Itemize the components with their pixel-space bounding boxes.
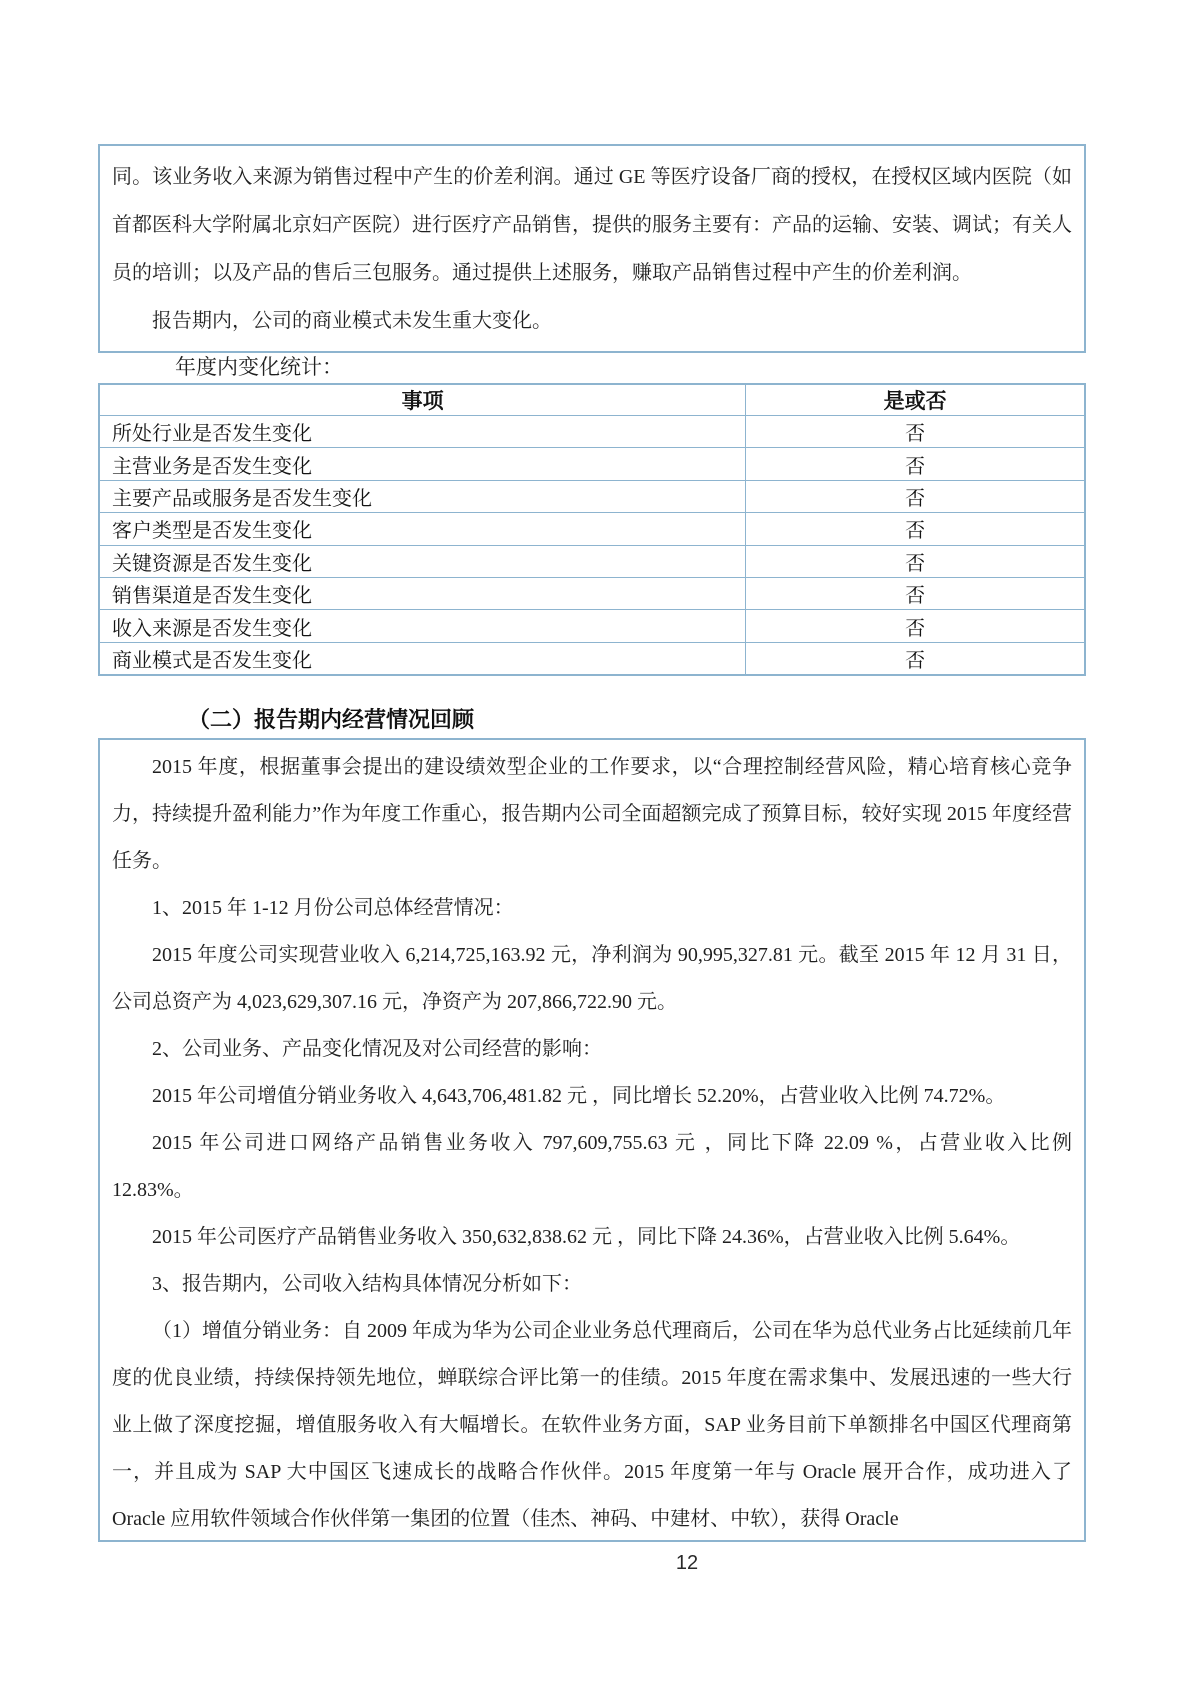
table-row — [99, 577, 1085, 609]
table-header-item: 事项 — [99, 384, 746, 416]
paragraph: 2015 年公司进口网络产品销售业务收入 797,609,755.63 元 ，同比下降 22.09 %，占营业收入比例 12.83%。 — [112, 1132, 1072, 1201]
table-cell-item: 销售渠道是否发生变化 — [99, 577, 746, 609]
paragraph: 1、2015 年 1-12 月份公司总体经营情况： — [152, 897, 514, 919]
table-cell-item: 客户类型是否发生变化 — [99, 513, 746, 545]
paragraph: 2、公司业务、产品变化情况及对公司经营的影响： — [152, 1038, 602, 1060]
table-cell-answer: 否 — [746, 513, 1085, 545]
table-cell-item: 主要产品或服务是否发生变化 — [99, 480, 746, 512]
table-cell-answer: 否 — [746, 545, 1085, 577]
paragraph: 2015 年度，根据董事会提出的建设绩效型企业的工作要求，以“合理控制经营风险，精心培育核心竞争力，持续提升盈利能力”作为年度工作重心，报告期内公司全面超额完成了预算目标，较好实现 2015 年度经营任务。 — [112, 756, 1072, 872]
table-cell-answer: 否 — [746, 416, 1085, 448]
paragraph: 3、报告期内，公司收入结构具体情况分析如下： — [152, 1273, 582, 1295]
operations-review-text-box — [98, 738, 1086, 1542]
table-cell-item: 商业模式是否发生变化 — [99, 642, 746, 675]
table-cell-answer: 否 — [746, 610, 1085, 642]
table-cell-answer: 否 — [746, 577, 1085, 609]
annual-change-table-caption: 年度内变化统计： — [175, 355, 343, 379]
table-cell-item: 关键资源是否发生变化 — [99, 545, 746, 577]
page-number: 12 — [675, 1552, 699, 1574]
table-header-row — [99, 384, 1085, 416]
table-cell-answer: 否 — [746, 480, 1085, 512]
paragraph: 2015 年度公司实现营业收入 6,214,725,163.92 元，净利润为 90,995,327.81 元。截至 2015 年 12 月 31 日，公司总资产为 4,023,629,307.16 元，净资产为 207,866,722.90 元。 — [112, 944, 1072, 1013]
table-row — [99, 642, 1085, 675]
table-row — [99, 480, 1085, 512]
paragraph: （1）增值分销业务：自 2009 年成为华为公司企业业务总代理商后，公司在华为总代业务占比延续前几年度的优良业绩，持续保持领先地位，蝉联综合评比第一的佳绩。2015 年度在需求集中、发展迅速的一些大行业上做了深度挖掘，增值服务收入有大幅增长。在软件业务方面，SAP 业务目前下单额排名中国区代理商第一，并且成为 SAP 大中国区飞速成长的战略合作伙伴。2015 年度第一年与 Oracle 展开合作，成功进入了 Oracle 应用软件领域合作伙伴第一集团的位置（佳杰、神码、中建材、中软），获得 Oracle — [112, 1320, 1072, 1530]
paragraph: 同。该业务收入来源为销售过程中产生的价差利润。通过 GE 等医疗设备厂商的授权，在授权区域内医院（如首都医科大学附属北京妇产医院）进行医疗产品销售，提供的服务主要有：产品的运输、安装、调试；有关人员的培训；以及产品的售后三包服务。通过提供上述服务，赚取产品销售过程中产生的价差利润。 — [112, 166, 1072, 284]
business-model-text-box — [98, 144, 1086, 353]
table-row — [99, 513, 1085, 545]
table-row — [99, 448, 1085, 480]
table-body — [99, 416, 1085, 676]
annual-change-table — [98, 383, 1086, 676]
table-cell-item: 主营业务是否发生变化 — [99, 448, 746, 480]
paragraph: 2015 年公司增值分销业务收入 4,643,706,481.82 元 ，同比增长 52.20%，占营业收入比例 74.72%。 — [152, 1085, 1006, 1107]
paragraph: 2015 年公司医疗产品销售业务收入 350,632,838.62 元 ，同比下降 24.36%，占营业收入比例 5.64%。 — [152, 1226, 1021, 1248]
table-row — [99, 545, 1085, 577]
table-row — [99, 416, 1085, 448]
table-cell-answer: 否 — [746, 642, 1085, 675]
table-header-yes-or-no: 是或否 — [746, 384, 1085, 416]
table-cell-answer: 否 — [746, 448, 1085, 480]
paragraph: 报告期内，公司的商业模式未发生重大变化。 — [152, 310, 552, 332]
section-heading: （二）报告期内经营情况回顾 — [188, 707, 475, 732]
table-row — [99, 610, 1085, 642]
table-cell-item: 所处行业是否发生变化 — [99, 416, 746, 448]
table-cell-item: 收入来源是否发生变化 — [99, 610, 746, 642]
